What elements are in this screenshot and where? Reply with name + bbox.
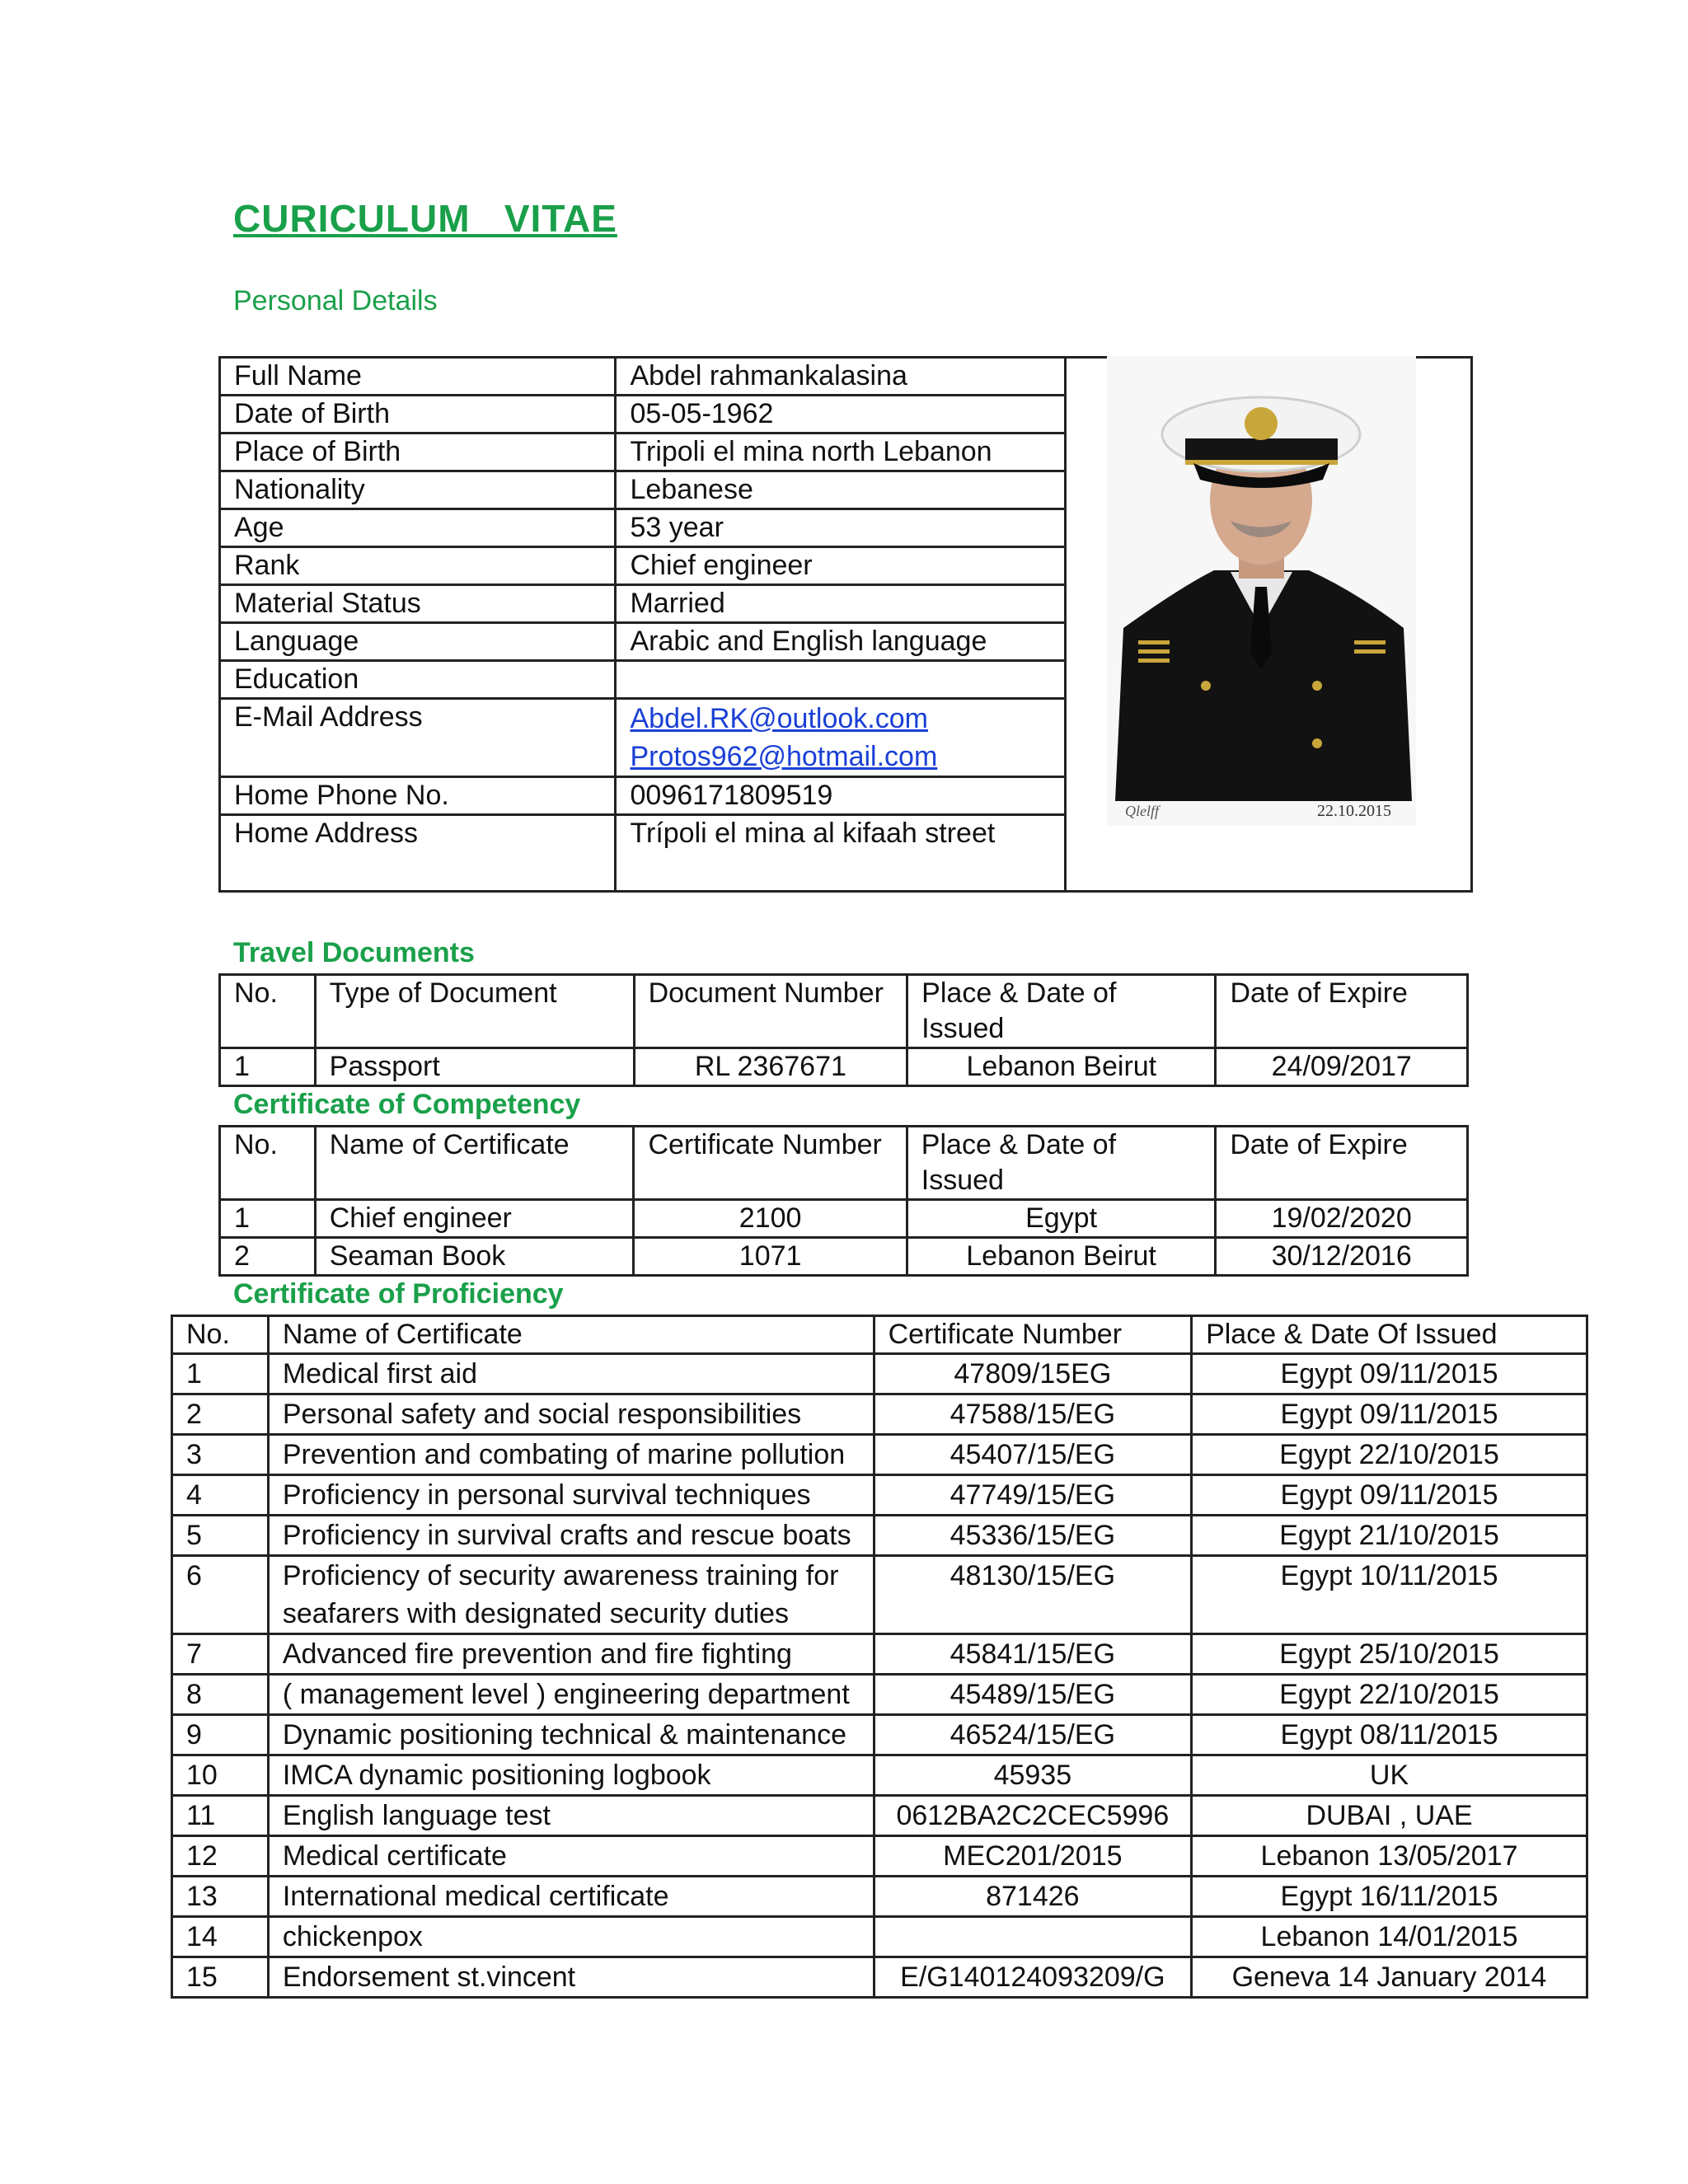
proficiency-cell: ( management level ) engineering department: [268, 1675, 874, 1715]
proficiency-cell: [874, 1917, 1191, 1957]
email-link[interactable]: Protos962@hotmail.com: [630, 741, 938, 772]
table-row: [172, 1556, 1587, 1634]
personal-details-heading: Personal Details: [233, 285, 438, 316]
proficiency-cell: 47588/15/EG: [874, 1394, 1191, 1435]
proficiency-cell: Egypt 09/11/2015: [1192, 1394, 1587, 1435]
competency-cell: Egypt: [907, 1200, 1216, 1238]
competency-cell: Lebanon Beirut: [907, 1238, 1216, 1276]
proficiency-cell: 46524/15/EG: [874, 1715, 1191, 1755]
proficiency-cell: 15: [172, 1957, 269, 1998]
competency-cell: Seaman Book: [315, 1238, 634, 1276]
proficiency-cell: Endorsement st.vincent: [268, 1957, 874, 1998]
proficiency-cell: 45336/15/EG: [874, 1516, 1191, 1556]
proficiency-cell: Egypt 25/10/2015: [1192, 1634, 1587, 1675]
proficiency-cell: 9: [172, 1715, 269, 1755]
proficiency-cell: 8: [172, 1675, 269, 1715]
personal-label: Full Name: [220, 358, 616, 396]
email-link[interactable]: Abdel.RK@outlook.com: [630, 703, 928, 734]
proficiency-cell: 13: [172, 1877, 269, 1917]
proficiency-header-cell: Name of Certificate: [268, 1316, 874, 1354]
proficiency-cell: Lebanon 14/01/2015: [1192, 1917, 1587, 1957]
table-row: [172, 1516, 1587, 1556]
proficiency-cell: Dynamic positioning technical & maintenance: [268, 1715, 874, 1755]
photo-date-stamp: 22.10.2015: [1317, 802, 1391, 820]
proficiency-cell: IMCA dynamic positioning logbook: [268, 1755, 874, 1796]
personal-value: [616, 661, 1066, 699]
proficiency-cell: 0612BA2C2CEC5996: [874, 1796, 1191, 1836]
competency-header-cell: Name of Certificate: [315, 1127, 634, 1200]
personal-label: Home Address: [220, 815, 616, 892]
proficiency-cell: Advanced fire prevention and fire fighting: [268, 1634, 874, 1675]
travel-header-cell: Place & Date of Issued: [907, 975, 1216, 1048]
photo-signature: Qlelff: [1125, 803, 1159, 819]
proficiency-cell: Geneva 14 January 2014: [1192, 1957, 1587, 1998]
profile-photo: [1107, 356, 1416, 826]
proficiency-cell: 47749/15/EG: [874, 1475, 1191, 1516]
personal-label: Education: [220, 661, 616, 699]
proficiency-cell: International medical certificate: [268, 1877, 874, 1917]
competency-cell: 30/12/2016: [1216, 1238, 1468, 1276]
cv-title: CURICULUM VITAE: [233, 197, 617, 240]
travel-documents-heading: Travel Documents: [233, 937, 475, 968]
proficiency-cell: Personal safety and social responsibilities: [268, 1394, 874, 1435]
proficiency-cell: 45489/15/EG: [874, 1675, 1191, 1715]
table-row: [172, 1796, 1587, 1836]
proficiency-cell: Lebanon 13/05/2017: [1192, 1836, 1587, 1877]
table-row: [220, 1200, 1468, 1238]
proficiency-cell: 2: [172, 1394, 269, 1435]
travel-cell: 1: [220, 1048, 316, 1086]
travel-cell: Passport: [315, 1048, 634, 1086]
proficiency-cell: 10: [172, 1755, 269, 1796]
proficiency-cell: 11: [172, 1796, 269, 1836]
personal-value: Married: [616, 585, 1066, 623]
personal-value: 05-05-1962: [616, 396, 1066, 434]
competency-table: [218, 1125, 1469, 1277]
travel-header-cell: Document Number: [634, 975, 907, 1048]
proficiency-table: [171, 1315, 1588, 1999]
proficiency-cell: MEC201/2015: [874, 1836, 1191, 1877]
proficiency-cell: Prevention and combating of marine pollution: [268, 1435, 874, 1475]
proficiency-cell: 45841/15/EG: [874, 1634, 1191, 1675]
proficiency-heading: Certificate of Proficiency: [233, 1278, 564, 1310]
competency-cell: 2: [220, 1238, 316, 1276]
proficiency-cell: 5: [172, 1516, 269, 1556]
table-row: [220, 1238, 1468, 1276]
competency-header-cell: No.: [220, 1127, 316, 1200]
table-row: [172, 1475, 1587, 1516]
proficiency-cell: UK: [1192, 1755, 1587, 1796]
table-row: [172, 1675, 1587, 1715]
proficiency-cell: Medical first aid: [268, 1354, 874, 1394]
proficiency-cell: Egypt 16/11/2015: [1192, 1877, 1587, 1917]
proficiency-cell: 47809/15EG: [874, 1354, 1191, 1394]
travel-documents-table: [218, 973, 1469, 1087]
travel-header-cell: No.: [220, 975, 316, 1048]
proficiency-header-cell: Place & Date Of Issued: [1192, 1316, 1587, 1354]
proficiency-cell: 871426: [874, 1877, 1191, 1917]
travel-cell: Lebanon Beirut: [907, 1048, 1216, 1086]
table-row: [172, 1957, 1587, 1998]
proficiency-cell: Medical certificate: [268, 1836, 874, 1877]
personal-label: Age: [220, 509, 616, 547]
competency-cell: Chief engineer: [315, 1200, 634, 1238]
travel-header-cell: Date of Expire: [1216, 975, 1468, 1048]
proficiency-cell: Egypt 09/11/2015: [1192, 1475, 1587, 1516]
table-row: [172, 1917, 1587, 1957]
personal-value: 0096171809519: [616, 777, 1066, 815]
table-row: [172, 1836, 1587, 1877]
proficiency-cell: 6: [172, 1556, 269, 1634]
personal-value: Trípoli el mina al kifaah street: [616, 815, 1066, 892]
personal-label: Language: [220, 623, 616, 661]
personal-label: Place of Birth: [220, 434, 616, 471]
personal-label: Material Status: [220, 585, 616, 623]
personal-value: 53 year: [616, 509, 1066, 547]
proficiency-cell: 14: [172, 1917, 269, 1957]
personal-value: Chief engineer: [616, 547, 1066, 585]
personal-value: Abdel rahmankalasina: [616, 358, 1066, 396]
personal-value: Tripoli el mina north Lebanon: [616, 434, 1066, 471]
personal-label: Home Phone No.: [220, 777, 616, 815]
officer-portrait-image: [1107, 356, 1416, 826]
proficiency-cell: Egypt 22/10/2015: [1192, 1435, 1587, 1475]
table-row: [172, 1755, 1587, 1796]
personal-label: E-Mail Address: [220, 699, 616, 777]
competency-heading: Certificate of Competency: [233, 1089, 581, 1120]
proficiency-cell: Proficiency of security awareness training for seafarers with designated security duties: [268, 1556, 874, 1634]
table-row: [172, 1435, 1587, 1475]
personal-value: [616, 699, 1066, 777]
personal-label: Nationality: [220, 471, 616, 509]
proficiency-cell: English language test: [268, 1796, 874, 1836]
personal-label: Date of Birth: [220, 396, 616, 434]
proficiency-cell: 4: [172, 1475, 269, 1516]
proficiency-cell: Egypt 10/11/2015: [1192, 1556, 1587, 1634]
table-row: [172, 1877, 1587, 1917]
proficiency-header-cell: No.: [172, 1316, 269, 1354]
competency-cell: 19/02/2020: [1216, 1200, 1468, 1238]
travel-cell: 24/09/2017: [1216, 1048, 1468, 1086]
competency-cell: 1071: [634, 1238, 907, 1276]
proficiency-cell: Proficiency in survival crafts and rescue boats: [268, 1516, 874, 1556]
table-row: [172, 1354, 1587, 1394]
proficiency-cell: Egypt 09/11/2015: [1192, 1354, 1587, 1394]
table-row: [172, 1715, 1587, 1755]
table-row: [172, 1634, 1587, 1675]
proficiency-header-cell: Certificate Number: [874, 1316, 1191, 1354]
proficiency-cell: chickenpox: [268, 1917, 874, 1957]
proficiency-cell: DUBAI , UAE: [1192, 1796, 1587, 1836]
proficiency-cell: E/G140124093209/G: [874, 1957, 1191, 1998]
proficiency-cell: 12: [172, 1836, 269, 1877]
competency-cell: 2100: [634, 1200, 907, 1238]
proficiency-cell: 7: [172, 1634, 269, 1675]
personal-value: Lebanese: [616, 471, 1066, 509]
travel-header-cell: Type of Document: [315, 975, 634, 1048]
competency-header-cell: Place & Date of Issued: [907, 1127, 1216, 1200]
competency-header-cell: Certificate Number: [634, 1127, 907, 1200]
proficiency-cell: 1: [172, 1354, 269, 1394]
proficiency-cell: 45935: [874, 1755, 1191, 1796]
competency-cell: 1: [220, 1200, 316, 1238]
personal-label: Rank: [220, 547, 616, 585]
proficiency-cell: Proficiency in personal survival techniques: [268, 1475, 874, 1516]
proficiency-cell: Egypt 22/10/2015: [1192, 1675, 1587, 1715]
travel-cell: RL 2367671: [634, 1048, 907, 1086]
proficiency-cell: Egypt 21/10/2015: [1192, 1516, 1587, 1556]
table-row: [220, 1048, 1468, 1086]
proficiency-cell: 48130/15/EG: [874, 1556, 1191, 1634]
proficiency-cell: Egypt 08/11/2015: [1192, 1715, 1587, 1755]
proficiency-cell: 3: [172, 1435, 269, 1475]
table-row: [172, 1394, 1587, 1435]
proficiency-cell: 45407/15/EG: [874, 1435, 1191, 1475]
competency-header-cell: Date of Expire: [1216, 1127, 1468, 1200]
personal-value: Arabic and English language: [616, 623, 1066, 661]
